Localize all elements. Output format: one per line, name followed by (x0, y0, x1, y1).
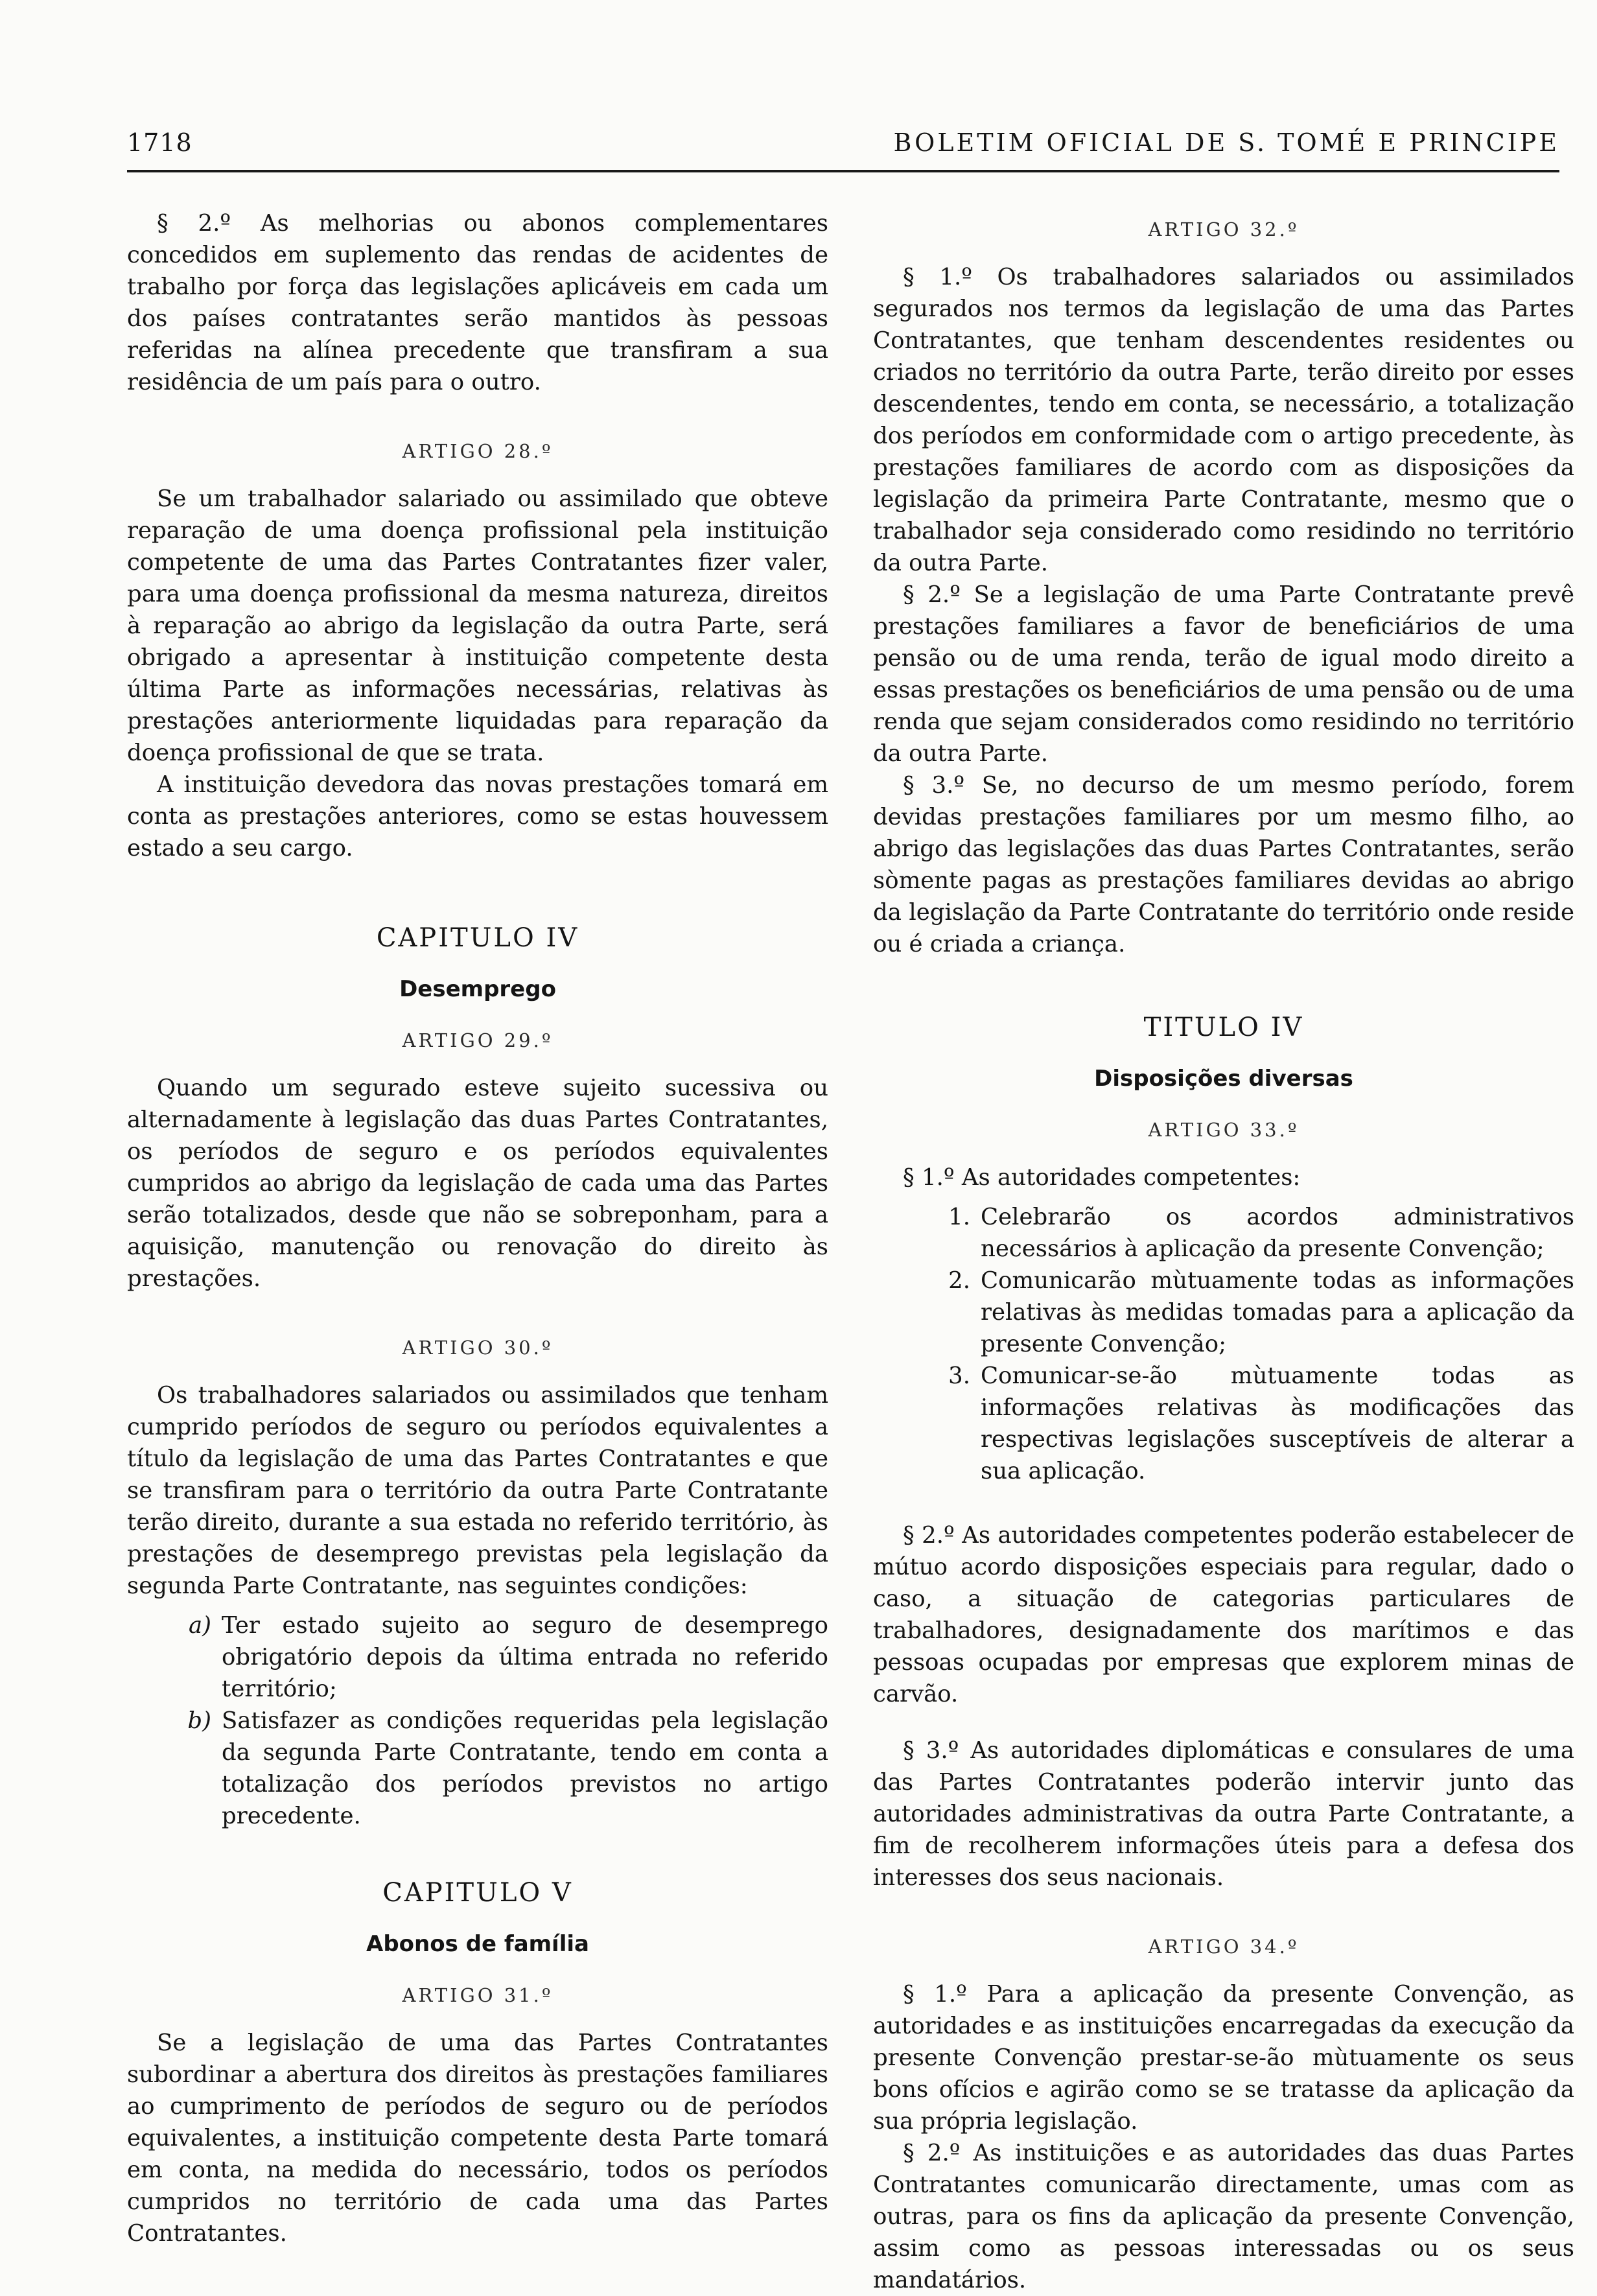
paragraph-art33-par1: § 1.º As autoridades competentes: (903, 1164, 1301, 1191)
article-31-heading: ARTIGO 31.º (402, 1984, 554, 2006)
title-4-heading: TITULO IV (1143, 1013, 1304, 1042)
spacer (873, 1495, 1574, 1519)
list-item-text: Satisfazer as condições requeridas pela legislação da segunda Parte Contratante, tendo em conta a totalização dos períodos previstos no artigo precedente. (222, 1707, 828, 1829)
header-rule (127, 170, 1559, 172)
paragraph-art32-par2: § 2.º Se a legislação de uma Parte Contratante prevê prestações familiares a favor de beneficiários de uma pensão ou de uma renda, terão de igual modo direito a essas prestações os beneficiários de uma pensão ou de uma renda que sejam considerados como residindo no território da outra Parte. (873, 581, 1574, 767)
list-item-text: Comunicarão mùtuamente todas as informações relativas às medidas tomadas para a aplicação da presente Convenção; (981, 1267, 1574, 1357)
list-item (873, 1360, 1574, 1487)
paragraph-art34-par2: § 2.º As instituições e as autoridades das duas Partes Contratantes comunicarão directamente, umas com as outras, para os fins da aplicação da presente Convenção, assim como as pessoas interessadas ou os seus mandatários. (873, 2140, 1574, 2293)
paragraph-art28-1: Se um trabalhador salariado ou assimilado que obteve reparação de uma doença profissional pela instituição competente de uma das Partes Contratantes fizer valer, para uma doença profissional da mesma natureza, direitos à reparação ao abrigo da legislação da outra Parte, será obrigado a apresentar à instituição competente desta última Parte as informações necessárias, relativas às prestações anteriormente liquidadas para reparação da doença profissional de que se trata. (127, 486, 828, 766)
article-28-heading: ARTIGO 28.º (402, 440, 554, 462)
paragraph-art29: Quando um segurado esteve sujeito sucessiva ou alternadamente à legislação das duas Partes Contratantes, os períodos de seguro e os períodos equivalentes cumpridos ao abrigo da legislação de cada uma das Partes serão totalizados, desde que não se sobreponham, para a aquisição, manutenção ou renovação do direito às prestações. (127, 1075, 828, 1292)
left-column (127, 207, 828, 2249)
title-4-subtitle: Disposições diversas (1094, 1066, 1353, 1092)
list-item (873, 1201, 1574, 1265)
art30-conditions-list (127, 1610, 828, 1832)
page-header (127, 123, 1559, 169)
article-34-heading: ARTIGO 34.º (1148, 1936, 1300, 1958)
paragraph-art32-par3: § 3.º Se, no decurso de um mesmo período, forem devidas prestações familiares por um mesmo filho, ao abrigo das legislações das duas Partes Contratantes, serão sòmente pagas as prestações familiares devidas ao abrigo da legislação da Parte Contratante do território onde reside ou é criada a criança. (873, 772, 1574, 957)
paragraph-art34-par1: § 1.º Para a aplicação da presente Convenção, as autoridades e as instituições encarregadas da execução da presente Convenção prestar-se-ão mùtuamente os seus bons ofícios e agirão como se se tratasse da aplicação da sua própria legislação. (873, 1981, 1574, 2135)
paragraph-art33-par2: § 2.º As autoridades competentes poderão estabelecer de mútuo acordo disposições especiais para regular, dado o caso, a situação de categorias particulares de trabalhadores, designadamente dos marítimos e das pessoas ocupadas por empresas que explorem minas de carvão. (873, 1522, 1574, 1707)
art33-duties-list (873, 1201, 1574, 1487)
paragraph-art28-2: A instituição devedora das novas prestações tomará em conta as prestações anteriores, como se estas houvessem estado a seu cargo. (127, 771, 828, 861)
paragraph-art33-par3: § 3.º As autoridades diplomáticas e consulares de uma das Partes Contratantes poderão intervir junto das autoridades administrativas da outra Parte Contratante, a fim de recolherem informações úteis para a defesa dos interesses dos seus nacionais. (873, 1737, 1574, 1891)
article-30-heading: ARTIGO 30.º (402, 1337, 554, 1359)
chapter-4-title: Desemprego (399, 976, 556, 1002)
paragraph-art32-par1: § 1.º Os trabalhadores salariados ou assimilados segurados nos termos da legislação de uma das Partes Contratantes, que tenham descendentes residentes ou criados no território da outra Parte, terão direito por esses descendentes, tendo em conta, se necessário, a totalização dos períodos em conformidade com o artigo precedente, às prestações familiares de acordo com as disposições da legislação da primeira Parte Contratante, mesmo que o trabalhador seja considerado como residindo no território da outra Parte. (873, 264, 1574, 576)
list-marker: a) (188, 1612, 211, 1639)
list-item (127, 1705, 828, 1832)
page-number: 1718 (127, 128, 192, 157)
list-marker: 3. (948, 1363, 970, 1389)
list-item-text: Celebrarão os acordos administrativos necessários à aplicação da presente Convenção; (981, 1204, 1574, 1262)
list-marker: 1. (948, 1204, 970, 1230)
list-item-text: Comunicar-se-ão mùtuamente todas as informações relativas às modificações das respectivas legislações susceptíveis de alterar a sua aplicação. (981, 1363, 1574, 1484)
list-item-text: Ter estado sujeito ao seguro de desemprego obrigatório depois da última entrada no referido território; (222, 1612, 828, 1702)
paragraph-art31: Se a legislação de uma das Partes Contratantes subordinar a abertura dos direitos às prestações familiares ao cumprimento de períodos de seguro ou de períodos equivalentes, a instituição competente desta Parte tomará em conta, na medida do necessário, todos os períodos cumpridos no território de cada uma das Partes Contratantes. (127, 2030, 828, 2247)
article-33-heading: ARTIGO 33.º (1148, 1119, 1300, 1141)
chapter-5-title: Abonos de família (366, 1931, 589, 1957)
paragraph-art27-par2: § 2.º As melhorias ou abonos complementares concedidos em suplemento das rendas de acidentes de trabalho por força das legislações aplicáveis em cada um dos países contratantes serão mantidos às pessoas referidas na alínea precedente que transfiram a sua residência de um país para o outro. (127, 210, 828, 395)
article-32-heading: ARTIGO 32.º (1148, 218, 1300, 240)
list-marker: 2. (948, 1267, 970, 1294)
chapter-5-heading: CAPITULO V (382, 1878, 573, 1908)
list-marker: b) (187, 1707, 211, 1734)
journal-title: BOLETIM OFICIAL DE S. TOMÉ E PRINCIPE (893, 128, 1559, 157)
paragraph-art30: Os trabalhadores salariados ou assimilados que tenham cumprido períodos de seguro ou períodos equivalentes a título da legislação de uma das Partes Contratantes e que se transfiram para o território da outra Parte Contratante terão direito, durante a sua estada no referido território, às prestações de desemprego previstas pela legislação da segunda Parte Contratante, nas seguintes condições: (127, 1382, 828, 1599)
right-column (873, 207, 1574, 2296)
list-item (127, 1610, 828, 1705)
list-item (873, 1265, 1574, 1360)
chapter-4-heading: CAPITULO IV (376, 923, 579, 953)
spacer (873, 1710, 1574, 1735)
article-29-heading: ARTIGO 29.º (402, 1029, 554, 1051)
